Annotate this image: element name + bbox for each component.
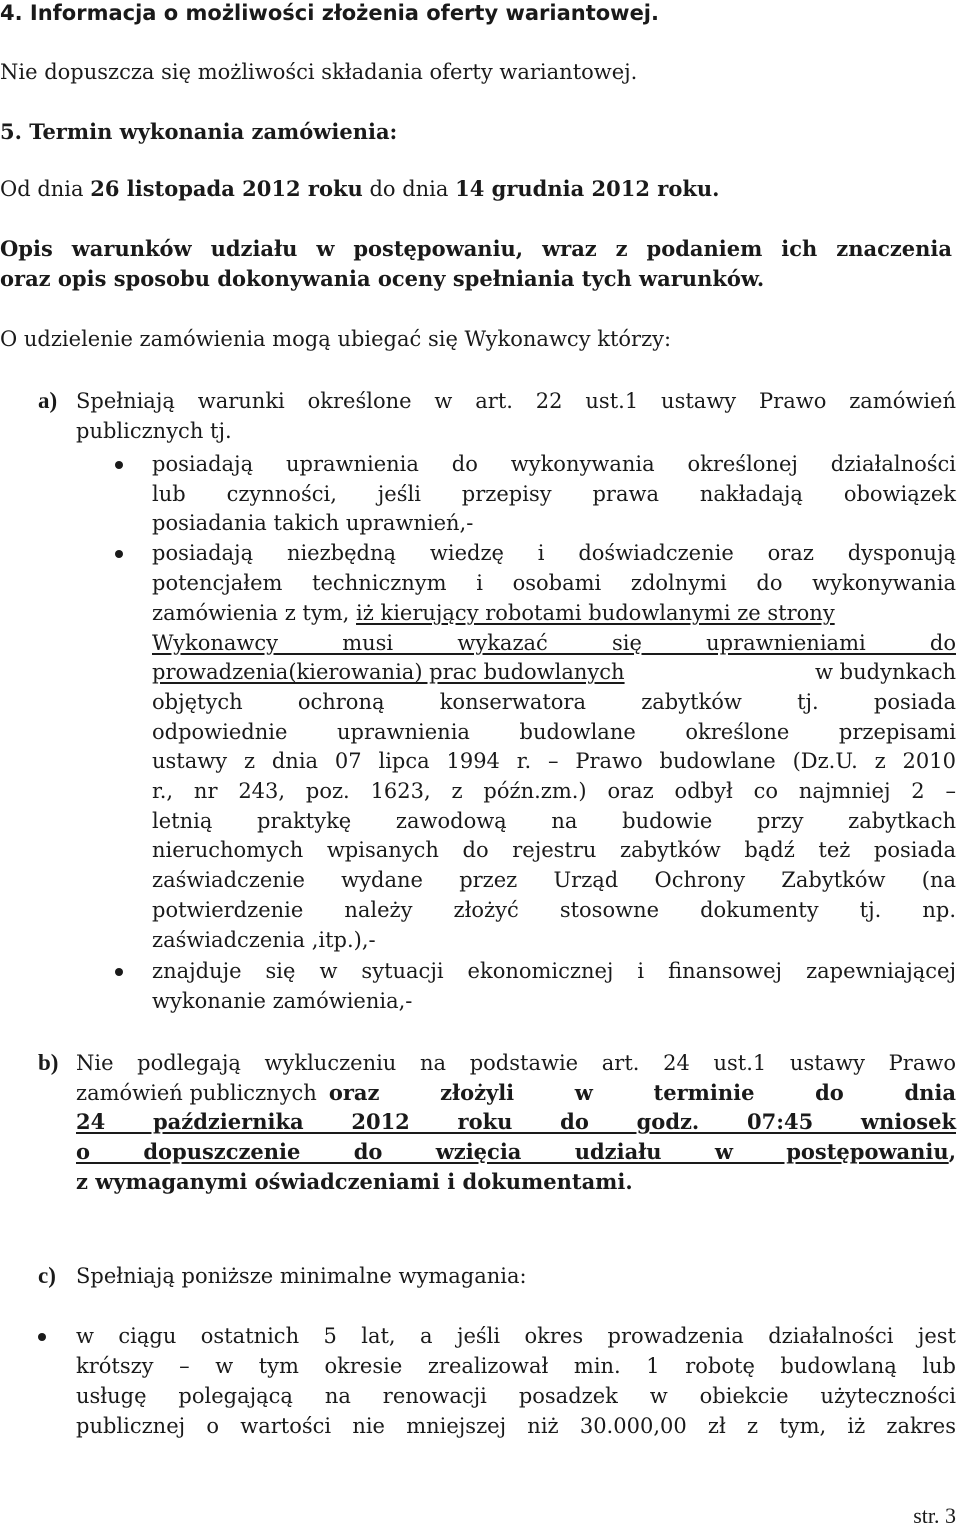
c-bullet-1-line-1: w ciągu ostatnich 5 lat, a jeśli okres prowadzenia działalności jest (76, 1324, 956, 1348)
a-bullet-2-line-10: letnią praktykę zawodową na budowie przy zabytkach (152, 809, 956, 833)
a-bullet-3-line-2: wykonanie zamówienia,- (152, 989, 413, 1013)
a-bullet-2-line-8: ustawy z dnia 07 lipca 1994 r. – Prawo budowlane (Dz.U. z 2010 (152, 749, 956, 773)
l3-underlined: iż kierujący robotami budowlanymi ze strony (356, 601, 835, 625)
section-6-intro: O udzielenie zamówienia mogą ubiegać się Wykonawcy którzy: (0, 327, 672, 351)
section-5-heading: 5. Termin wykonania zamówienia: (0, 119, 398, 144)
a-bullet-2-line-1: posiadają niezbędną wiedzę i doświadczenie oraz dysponują (152, 541, 956, 565)
item-a-letter: a) (38, 388, 58, 413)
c-bullet-1-line-2: krótszy – w tym okresie zrealizował min. 1 robotę budowlaną lub (76, 1354, 956, 1378)
l5-plain: w budynkach (815, 660, 956, 684)
item-a-line-2: publicznych tj. (76, 419, 232, 443)
b-line-2-plain: zamówień publicznych (76, 1081, 317, 1105)
section-5-text (0, 174, 719, 204)
a-bullet-1-line-3: posiadania takich uprawnień,- (152, 511, 474, 535)
b-line-2-bold: oraz złożyli w terminie do dnia (328, 1080, 956, 1105)
section-4-heading: 4. Informacja o możliwości złożenia oferty wariantowej. (0, 1, 659, 25)
section-4-text: Nie dopuszcza się możliwości składania oferty wariantowej. (0, 60, 638, 84)
date-prefix: Od dnia (0, 177, 91, 201)
a-bullet-2-line-2: potencjałem technicznym i osobami zdolnymi do wykonywania (152, 571, 956, 595)
a-bullet-1-line-1: posiadają uprawnienia do wykonywania określonej działalności (152, 452, 956, 476)
item-c-line-1: Spełniają poniższe minimalne wymagania: (76, 1264, 527, 1288)
a-bullet-2-line-11: nieruchomych wpisanych do rejestru zabytków bądź też posiada (152, 838, 956, 862)
a-bullet-2-line-3 (152, 598, 835, 628)
a-bullet-3-line-1: znajduje się w sytuacji ekonomicznej i finansowej zapewniającej (152, 959, 956, 983)
a-bullet-2-line-7: odpowiednie uprawnienia budowlane określone przepisami (152, 720, 956, 744)
a-bullet-2-line-13: potwierdzenie należy złożyć stosowne dokumenty tj. np. (152, 898, 956, 922)
l5-underlined: prowadzenia(kierowania) prac budowlanych (152, 660, 625, 684)
b-line-4-tail: , (948, 1139, 956, 1164)
a-bullet-1-line-2: lub czynności, jeśli przepisy prawa nakładają obowiązek (152, 482, 956, 506)
a-bullet-2-line-5 (152, 657, 956, 687)
section-6-heading-line-1: Opis warunków udziału w postępowaniu, wraz z podaniem ich znaczenia (0, 236, 952, 261)
c-bullet-1-line-3: usługę polegającą na renowacji posadzek w obiekcie użyteczności (76, 1384, 956, 1408)
bullet-icon (115, 461, 123, 469)
item-b-line-2 (76, 1078, 956, 1108)
bullet-icon (115, 968, 123, 976)
section-6-heading-line-2: oraz opis sposobu dokonywania oceny spełniania tych warunków. (0, 266, 765, 291)
item-b-line-4 (76, 1137, 956, 1167)
a-bullet-2-line-6: objętych ochroną konserwatora zabytków tj. posiada (152, 690, 956, 714)
bullet-icon (38, 1333, 46, 1341)
a-bullet-2-line-12: zaświadczenie wydane przez Urząd Ochrony Zabytków (na (152, 868, 956, 892)
item-b-line-5: z wymaganymi oświadczeniami i dokumentami. (76, 1169, 633, 1194)
b-line-4-underlined: o dopuszczenie do wzięcia udziału w postępowaniu (76, 1139, 949, 1164)
a-bullet-2-line-14: zaświadczenia ,itp.),- (152, 928, 376, 952)
date-middle: do dnia (362, 177, 456, 201)
item-c-letter: c) (38, 1263, 56, 1288)
item-b-letter: b) (38, 1050, 59, 1075)
item-b-line-1: Nie podlegają wykluczeniu na podstawie art. 24 ust.1 ustawy Prawo (76, 1051, 956, 1075)
page-number: str. 3 (913, 1503, 956, 1528)
item-b-line-3: 24 października 2012 roku do godz. 07:45 wniosek (76, 1109, 956, 1134)
item-a-line-1: Spełniają warunki określone w art. 22 ust.1 ustawy Prawo zamówień (76, 389, 956, 413)
a-bullet-2-line-4: Wykonawcy musi wykazać się uprawnieniami do (152, 631, 956, 655)
c-bullet-1-line-4: publicznej o wartości nie mniejszej niż 30.000,00 zł z tym, iż zakres (76, 1414, 956, 1438)
a-bullet-2-line-9: r., nr 243, poz. 1623, z późn.zm.) oraz odbył co najmniej 2 – (152, 779, 956, 803)
l3-plain: zamówienia z tym, (152, 601, 357, 625)
end-date: 14 grudnia 2012 roku. (455, 176, 720, 201)
start-date: 26 listopada 2012 roku (90, 176, 363, 201)
bullet-icon (115, 550, 123, 558)
